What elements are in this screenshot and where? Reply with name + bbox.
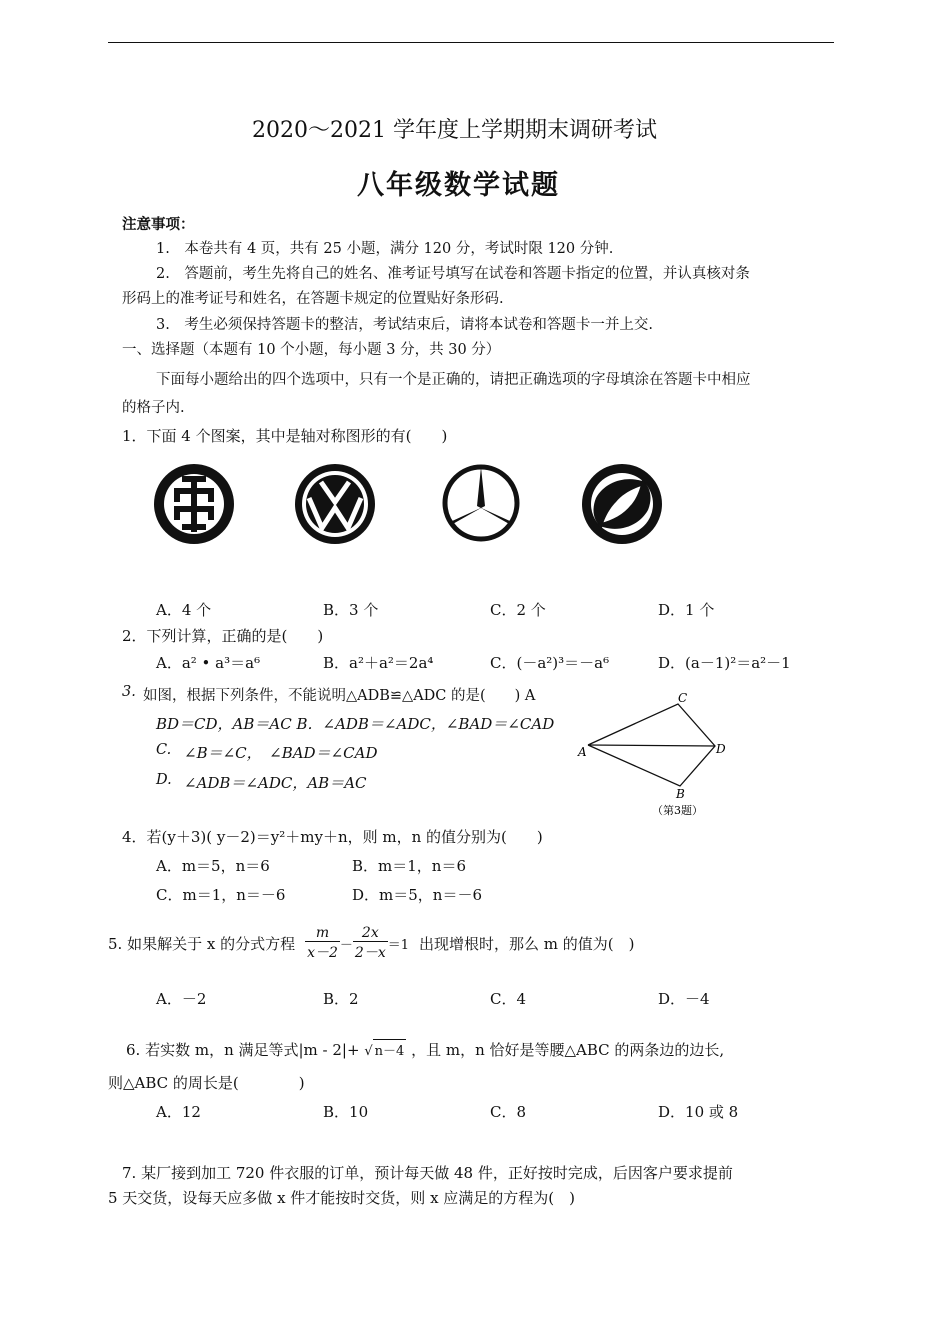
question-6-option-c[interactable]: C．8	[490, 1103, 527, 1121]
question-4-stem: 4．若(y＋3)( y－2)＝y²＋my＋n，则 m，n 的值分别为( )	[122, 828, 543, 846]
question-5-option-b[interactable]: B．2	[323, 990, 359, 1008]
question-3-label-c: C.	[156, 742, 172, 758]
figure-label-c: C	[678, 691, 688, 705]
question-2-option-b[interactable]: B．a²＋a²＝2a⁴	[323, 654, 434, 672]
figure-label-b: B	[676, 787, 685, 801]
question-1-option-a[interactable]: A．4 个	[156, 601, 212, 619]
question-5-option-d[interactable]: D．－4	[658, 990, 710, 1008]
question-5-equals: ＝1	[387, 937, 409, 953]
question-1-option-c[interactable]: C．2 个	[490, 601, 546, 619]
question-2-option-a[interactable]: A．a² • a³＝a⁶	[156, 654, 261, 672]
header-rule	[108, 42, 834, 43]
question-2-option-d[interactable]: D．(a－1)²＝a²－1	[658, 654, 791, 672]
question-6-option-d[interactable]: D．10 或 8	[658, 1103, 739, 1121]
question-5-stem	[108, 920, 634, 966]
notice-item-2a: 2. 答题前，考生先将自己的姓名、准考证号填写在试卷和答题卡指定的位置，并认真核对条	[156, 266, 750, 282]
question-5-option-c[interactable]: C．4	[490, 990, 527, 1008]
question-6-stem	[126, 1039, 724, 1060]
fraction-2-denominator: 2－x	[354, 944, 386, 961]
section-heading: 一、选择题（本题有 10 个小题，每小题 3 分，共 30 分）	[122, 342, 501, 358]
volkswagen-logo-icon	[293, 462, 377, 546]
question-5-minus: －	[339, 937, 353, 953]
notice-item-3: 3. 考生必须保持答题卡的整洁，考试结束后，请将本试卷和答题卡一并上交.	[156, 317, 653, 333]
question-7-line-1: 7. 某厂接到加工 720 件衣服的订单，预计每天做 48 件，正好按时完成，后因客户要求提前	[122, 1164, 733, 1182]
figure-label-a: A	[578, 745, 587, 759]
question-6-line-2: 则△ABC 的周长是( )	[108, 1074, 305, 1092]
question-3-line-1[interactable]: BD＝CD，AB＝AC B．∠ADB＝∠ADC，∠BAD＝∠CAD	[156, 715, 555, 733]
fraction-1-denominator: x－2	[307, 944, 338, 961]
question-1-option-d[interactable]: D．1 个	[658, 601, 715, 619]
question-3-stem: 如图，根据下列条件，不能说明△ADB≌△ADC 的是( ) A	[143, 688, 536, 704]
question-6-option-a[interactable]: A．12	[156, 1103, 201, 1121]
question-4-option-b[interactable]: B．m＝1，n＝6	[352, 857, 466, 875]
section-intro-a: 下面每小题给出的四个选项中，只有一个是正确的，请把正确选项的字母填涂在答题卡中相应	[156, 372, 751, 388]
question-5-stem-before: 5. 如果解关于 x 的分式方程	[108, 934, 296, 953]
question-3-line-3[interactable]: ∠ADB＝∠ADC，AB＝AC	[184, 774, 367, 792]
fraction-2-numerator: 2x	[353, 925, 388, 942]
question-3-number: 3.	[122, 684, 136, 700]
radical-sign: √	[364, 1044, 373, 1059]
fraction-1-numerator: m	[305, 925, 340, 942]
question-6-option-b[interactable]: B．10	[323, 1103, 369, 1121]
question-6-radical: n－4	[373, 1039, 407, 1059]
dongfeng-logo-icon	[580, 462, 664, 546]
question-1-option-b[interactable]: B．3 个	[323, 601, 379, 619]
question-2-option-c[interactable]: C．(－a²)³＝－a⁶	[490, 654, 610, 672]
notice-item-2b: 形码上的准考证号和姓名，在答题卡规定的位置贴好条形码.	[122, 291, 504, 307]
question-3-line-2[interactable]: ∠B＝∠C， ∠BAD＝∠CAD	[184, 744, 378, 762]
question-5-option-a[interactable]: A．－2	[156, 990, 207, 1008]
question-4-option-a[interactable]: A．m＝5，n＝6	[156, 857, 270, 875]
question-4-option-d[interactable]: D．m＝5，n＝－6	[352, 886, 482, 904]
question-5-stem-after: 出现增根时，那么 m 的值为( )	[419, 934, 635, 953]
section-intro-b: 的格子内.	[122, 400, 185, 416]
question-4-option-c[interactable]: C．m＝1，n＝－6	[156, 886, 286, 904]
question-6-stem-after: ，且 m，n 恰好是等腰△ABC 的两条边的边长,	[411, 1041, 725, 1059]
exam-title: 2020～2021 学年度上学期期末调研考试	[252, 118, 657, 143]
question-3-label-d: D.	[156, 772, 172, 788]
question-3-figure	[570, 690, 740, 820]
bank-logo-icon	[152, 462, 236, 546]
question-6-stem-before: 6. 若实数 m，n 满足等式|m - 2|+	[126, 1041, 360, 1059]
question-2-stem: 2．下列计算，正确的是( )	[122, 627, 324, 645]
question-5-fraction-2	[353, 925, 388, 962]
figure-label-d: D	[716, 742, 726, 756]
notice-heading: 注意事项：	[122, 217, 195, 233]
notice-item-1: 1. 本卷共有 4 页，共有 25 小题，满分 120 分，考试时限 120 分钟.	[156, 241, 614, 257]
question-7-line-2: 5 天交货，设每天应多做 x 件才能按时交货，则 x 应满足的方程为( )	[108, 1189, 576, 1207]
exam-subtitle: 八年级数学试题	[357, 170, 560, 201]
figure-caption: （第3题）	[652, 804, 703, 817]
question-5-fraction-1	[305, 925, 340, 962]
question-1-stem: 1．下面 4 个图案，其中是轴对称图形的有( )	[122, 427, 448, 445]
mercedes-logo-icon	[440, 462, 522, 544]
